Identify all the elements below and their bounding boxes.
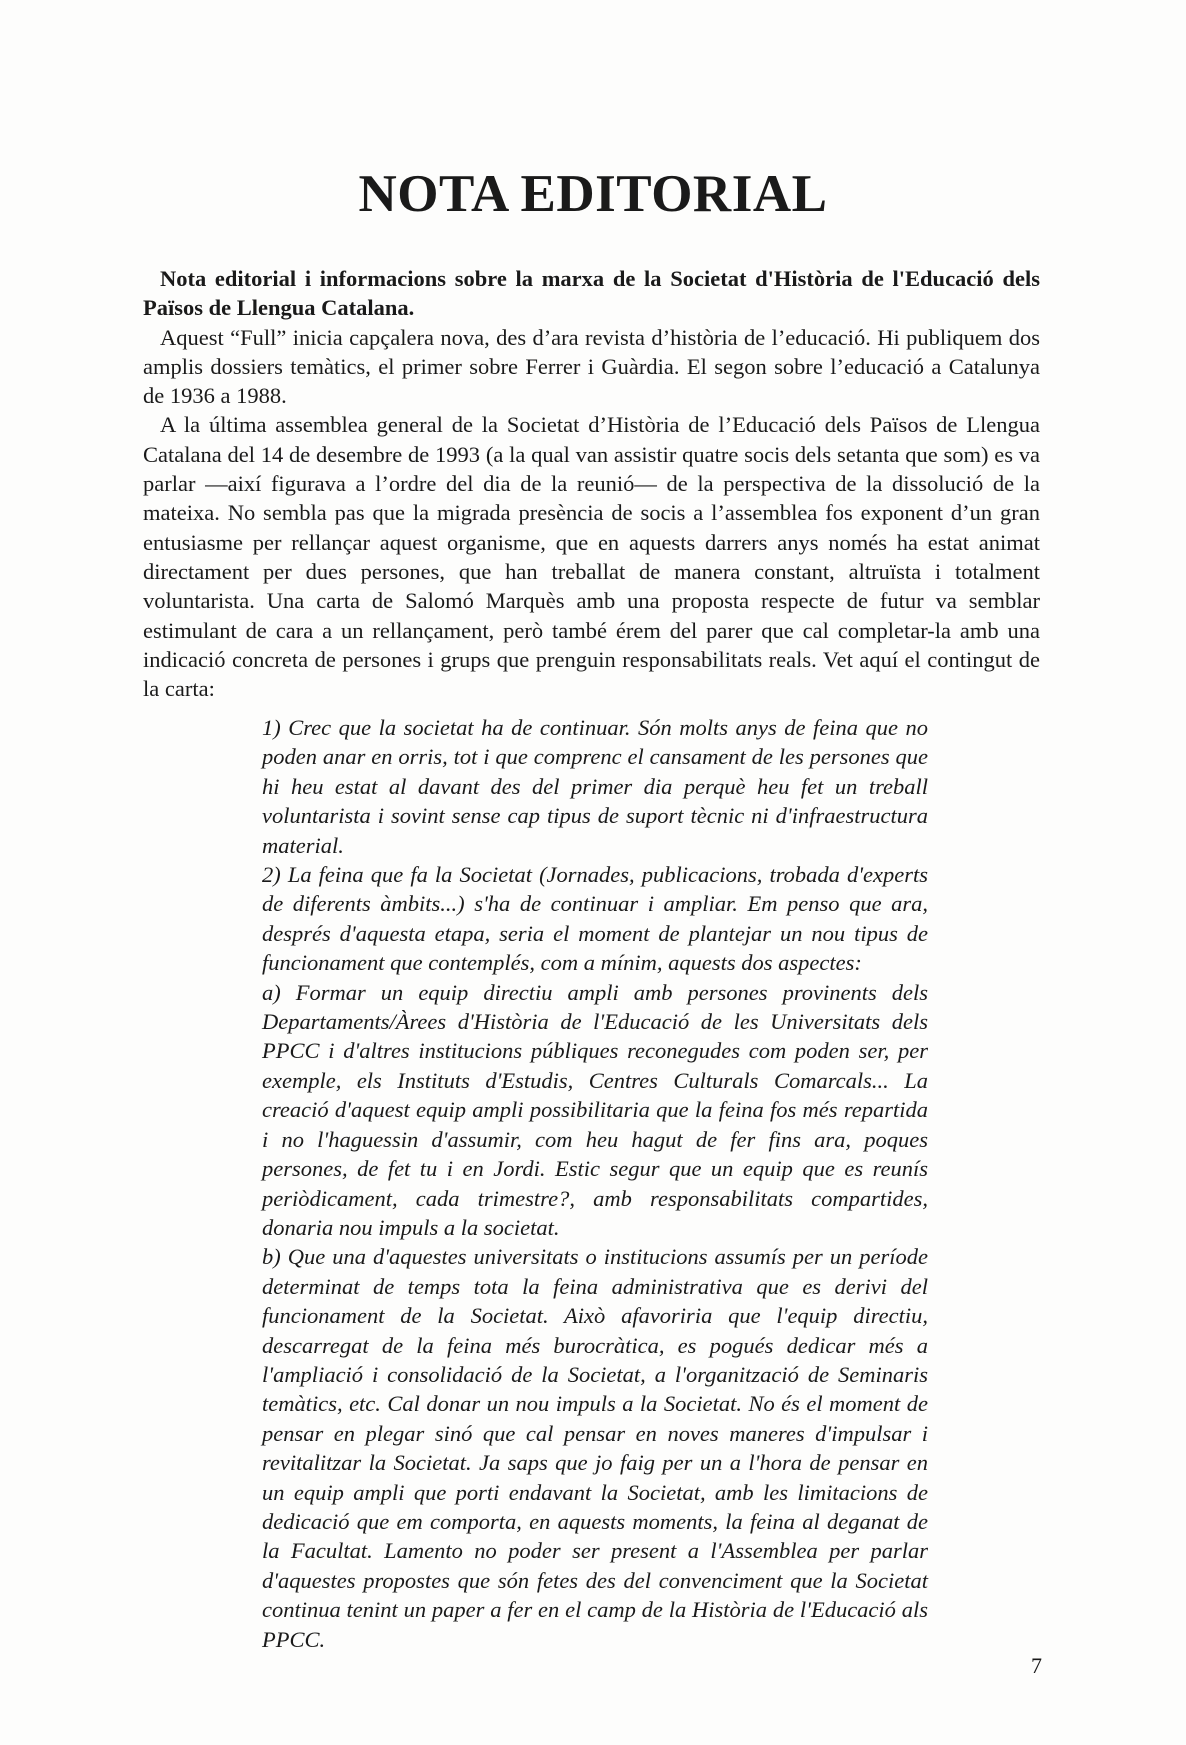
page-number: 7 xyxy=(1031,1653,1042,1678)
letter-paragraph: a) Formar un equip directiu ampli amb persones provinents dels Departaments/Àrees d'Història de l'Educació de les Universitats dels PPCC i d'altres institucions públiques reconegudes com poden ser, per exemple, els Instituts d'Estudis, Centres Culturals Comarcals... La creació d'aquest equip ampli possibilitaria que la feina fos més repartida i no l'haguessin d'assumir, com heu hagut de fer fins ara, poques persones, de fet tu i en Jordi. Estic segur que un equip que es reunís periòdicament, cada trimestre?, amb responsabilitats compartides, donaria nou impuls a la societat. xyxy=(262,979,928,1240)
body-paragraph: Aquest “Full” inicia capçalera nova, des d’ara revista d’història de l’educació. Hi publiquem dos amplis dossiers temàtics, el primer sobre Ferrer i Guàrdia. El segon sobre l’educació a Catalunya de 1936 a 1988. xyxy=(143,324,1040,409)
editorial-body xyxy=(143,264,1040,703)
letter-paragraph: 1) Crec que la societat ha de continuar. Són molts anys de feina que no poden anar en orris, tot i que comprenc el cansament de les persones que hi heu estat al davant des del primer dia perquè heu fet un treball voluntarista i sovint sense cap tipus de suport tècnic ni d'infraestructura material. xyxy=(262,715,928,858)
lead-paragraph: Nota editorial i informacions sobre la marxa de la Societat d'Història de l'Educació dels Països de Llengua Catalana. xyxy=(143,266,1040,321)
letter-quote xyxy=(262,713,928,1654)
letter-paragraph: b) Que una d'aquestes universitats o institucions assumís per un període determinat de temps tota la feina administrativa que es derivi del funcionament de la Societat. Això afavoriria que l'equip directiu, descarregat de la feina més burocràtica, es pogués dedicar més a l'ampliació i consolidació de la Societat, a l'organització de Seminaris temàtics, etc. Cal donar un nou impuls a la Societat. No és el moment de pensar en plegar sinó que cal pensar en noves maneres d'impulsar i revitalitzar la Societat. Ja saps que jo faig per un a l'hora de pensar en un equip ampli que porti endavant la Societat, amb les limitacions de dedicació que em comporta, en aquests moments, la feina al deganat de la Facultat. Lamento no poder ser present a l'Assemblea per parlar d'aquestes propostes que són fetes des del convenciment que la Societat continua tenint un paper a fer en el camp de la Història de l'Educació als PPCC. xyxy=(262,1244,928,1652)
letter-paragraph: 2) La feina que fa la Societat (Jornades, publicacions, trobada d'experts de diferents àmbits...) s'ha de continuar i ampliar. Em penso que ara, després d'aquesta etapa, seria el moment de plantejar un nou tipus de funcionament que contemplés, com a mínim, aquests dos aspectes: xyxy=(262,862,928,976)
body-paragraph: A la última assemblea general de la Societat d’Història de l’Educació dels Països de Llengua Catalana del 14 de desembre de 1993 (a la qual van assistir quatre socis dels setanta que som) es va parlar —així figurava a l’ordre del dia de la reunió— de la perspectiva de la dissolució de la mateixa. No sembla pas que la migrada presència de socis a l’assemblea fos exponent d’un gran entusiasme per rellançar aquest organisme, que en aquests darrers anys només ha estat animat directament per dues persones, que han treballat de manera constant, altruïsta i totalment voluntarista. Una carta de Salomó Marquès amb una proposta respecte de futur va semblar estimulant de cara a un rellançament, però també érem del parer que cal completar-la amb una indicació concreta de persones i grups que prenguin responsabilitats reals. Vet aquí el contingut de la carta: xyxy=(143,412,1040,702)
page-title: NOTA EDITORIAL xyxy=(358,165,828,223)
